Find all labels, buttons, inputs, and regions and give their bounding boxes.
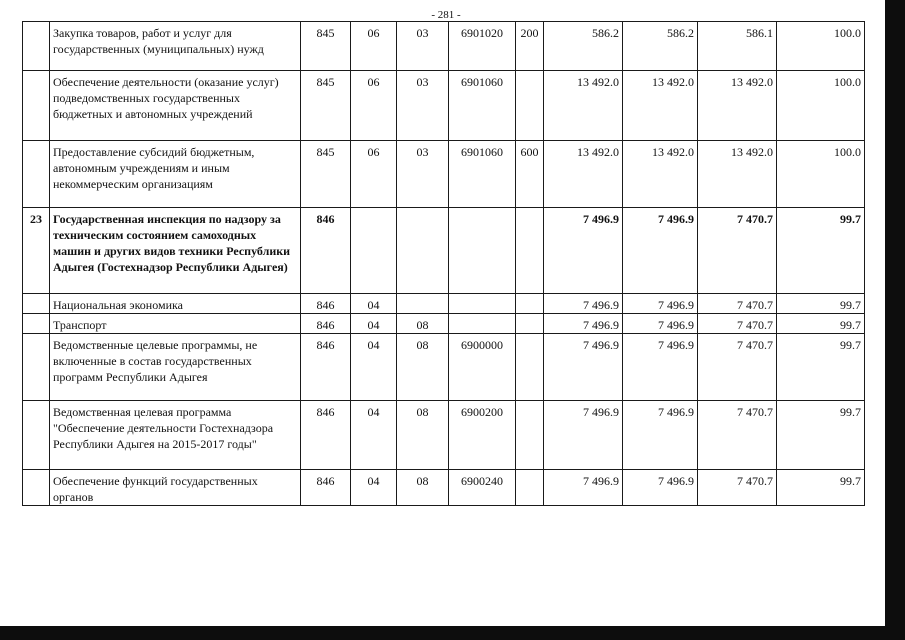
section-code: 04 [351,334,397,401]
subsection-code: 03 [397,22,449,71]
specified-amount: 7 496.9 [623,401,698,470]
row-number [23,314,50,334]
expense-kind-code: 600 [516,141,544,208]
row-name: Ведомственные целевые программы, не включенные в состав государственных программ Республики Адыгея [50,334,301,401]
subsection-code: 03 [397,71,449,141]
executed-amount: 7 470.7 [698,314,777,334]
specified-amount: 7 496.9 [623,208,698,294]
section-code: 06 [351,22,397,71]
table-row [23,401,865,470]
page-number: - 281 - [426,9,466,21]
executed-amount: 13 492.0 [698,141,777,208]
row-number [23,141,50,208]
row-name: Транспорт [50,314,301,334]
subsection-code: 08 [397,401,449,470]
approved-amount: 7 496.9 [544,208,623,294]
section-code: 04 [351,470,397,506]
specified-amount: 13 492.0 [623,71,698,141]
target-article-code [449,294,516,314]
row-number [23,71,50,141]
subsection-code [397,294,449,314]
table-row-organization [23,208,865,294]
section-code [351,208,397,294]
row-number [23,334,50,401]
subsection-code: 08 [397,314,449,334]
execution-percent: 100.0 [777,71,865,141]
execution-percent: 99.7 [777,294,865,314]
expense-kind-code [516,208,544,294]
budget-table [22,21,865,506]
target-article-code [449,314,516,334]
ministry-code: 845 [301,22,351,71]
specified-amount: 7 496.9 [623,294,698,314]
approved-amount: 7 496.9 [544,401,623,470]
table-row [23,334,865,401]
subsection-code: 03 [397,141,449,208]
target-article-code: 6901020 [449,22,516,71]
subsection-code [397,208,449,294]
expense-kind-code [516,314,544,334]
table-row [23,294,865,314]
row-name: Государственная инспекция по надзору за техническим состоянием самоходных машин и других видов техники Республики Адыгея (Гостехнадзор Республики Адыгея) [50,208,301,294]
approved-amount: 13 492.0 [544,71,623,141]
row-name: Закупка товаров, работ и услуг для государственных (муниципальных) нужд [50,22,301,71]
ministry-code: 846 [301,314,351,334]
table-row [23,71,865,141]
target-article-code [449,208,516,294]
executed-amount: 7 470.7 [698,334,777,401]
execution-percent: 99.7 [777,470,865,506]
target-article-code: 6900240 [449,470,516,506]
row-name: Обеспечение функций государственных органов [50,470,301,506]
target-article-code: 6900200 [449,401,516,470]
target-article-code: 6901060 [449,71,516,141]
target-article-code: 6901060 [449,141,516,208]
execution-percent: 100.0 [777,22,865,71]
table-row [23,22,865,71]
subsection-code: 08 [397,334,449,401]
table-row [23,470,865,506]
ministry-code: 845 [301,141,351,208]
approved-amount: 7 496.9 [544,470,623,506]
ministry-code: 846 [301,470,351,506]
approved-amount: 586.2 [544,22,623,71]
execution-percent: 99.7 [777,314,865,334]
subsection-code: 08 [397,470,449,506]
table-row [23,141,865,208]
ministry-code: 846 [301,334,351,401]
ministry-code: 845 [301,71,351,141]
expense-kind-code [516,294,544,314]
scan-edge-right [885,0,905,640]
row-name: Ведомственная целевая программа "Обеспечение деятельности Гостехнадзора Республики Адыгея на 2015-2017 годы" [50,401,301,470]
row-number [23,470,50,506]
approved-amount: 7 496.9 [544,334,623,401]
ministry-code: 846 [301,294,351,314]
row-name: Предоставление субсидий бюджетным, автономным учреждениям и иным некоммерческим организациям [50,141,301,208]
scan-edge-bottom [0,626,905,640]
row-name: Национальная экономика [50,294,301,314]
approved-amount: 7 496.9 [544,294,623,314]
section-code: 06 [351,71,397,141]
row-number [23,22,50,71]
ministry-code: 846 [301,208,351,294]
executed-amount: 7 470.7 [698,294,777,314]
expense-kind-code [516,334,544,401]
specified-amount: 586.2 [623,22,698,71]
executed-amount: 586.1 [698,22,777,71]
execution-percent: 100.0 [777,141,865,208]
section-code: 04 [351,294,397,314]
section-code: 04 [351,314,397,334]
approved-amount: 7 496.9 [544,314,623,334]
specified-amount: 7 496.9 [623,470,698,506]
approved-amount: 13 492.0 [544,141,623,208]
execution-percent: 99.7 [777,208,865,294]
table-row [23,314,865,334]
expense-kind-code [516,401,544,470]
target-article-code: 6900000 [449,334,516,401]
executed-amount: 7 470.7 [698,470,777,506]
expense-kind-code [516,470,544,506]
row-number [23,294,50,314]
expense-kind-code [516,71,544,141]
section-code: 06 [351,141,397,208]
row-name: Обеспечение деятельности (оказание услуг) подведомственных государственных бюджетных и автономных учреждений [50,71,301,141]
specified-amount: 7 496.9 [623,314,698,334]
executed-amount: 7 470.7 [698,401,777,470]
ministry-code: 846 [301,401,351,470]
execution-percent: 99.7 [777,334,865,401]
row-number [23,401,50,470]
specified-amount: 13 492.0 [623,141,698,208]
executed-amount: 7 470.7 [698,208,777,294]
execution-percent: 99.7 [777,401,865,470]
expense-kind-code: 200 [516,22,544,71]
specified-amount: 7 496.9 [623,334,698,401]
executed-amount: 13 492.0 [698,71,777,141]
row-number: 23 [23,208,50,294]
section-code: 04 [351,401,397,470]
